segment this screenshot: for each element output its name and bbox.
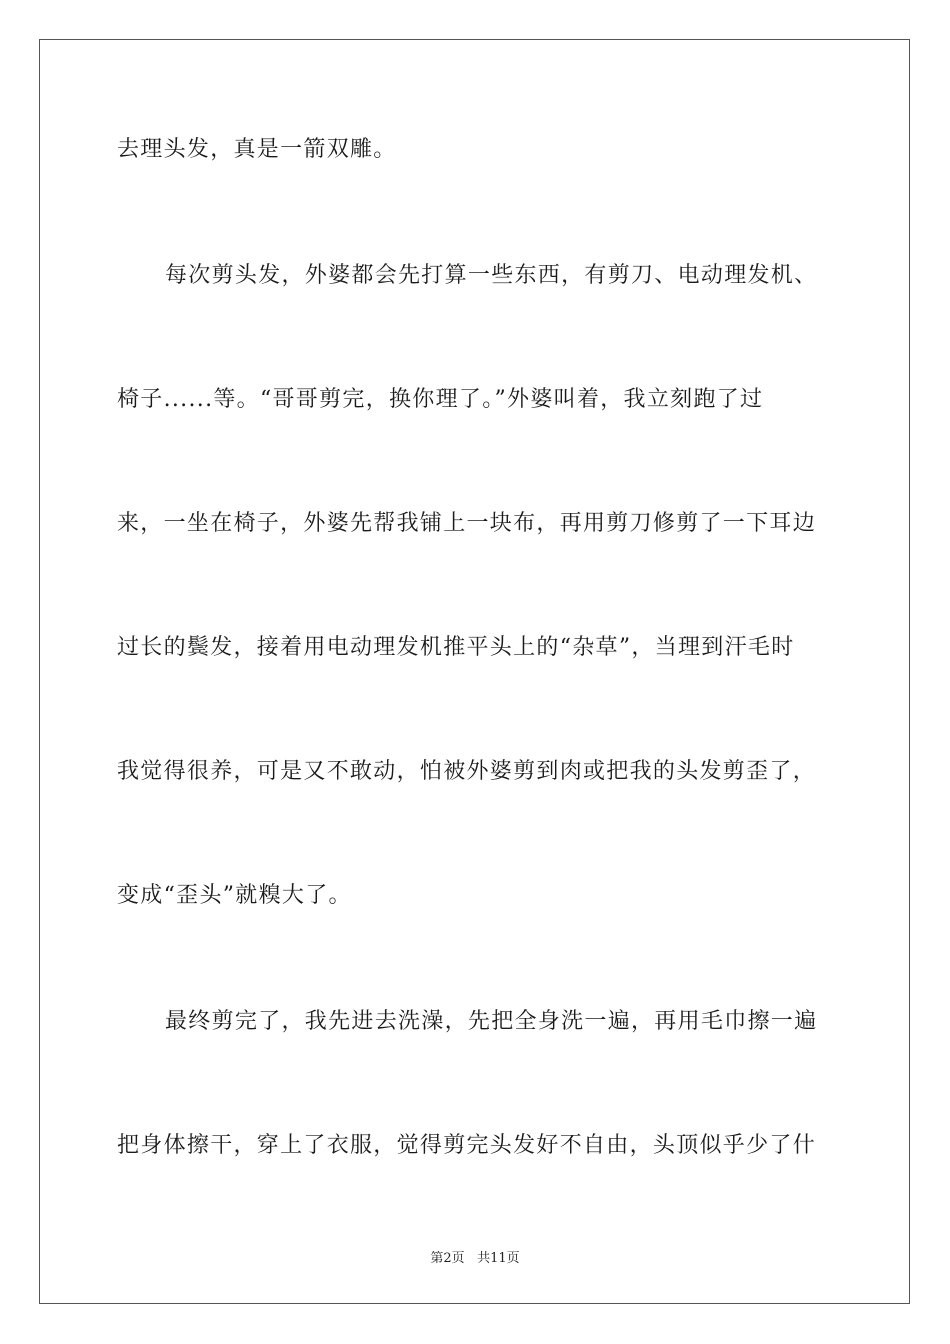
text-line: 去理头发，真是一箭双雕。 <box>117 137 397 162</box>
text-line: 过长的鬓发，接着用电动理发机推平头上的“杂草”，当理到汗毛时 <box>117 635 795 660</box>
page-footer <box>0 1247 950 1266</box>
text-line: 每次剪头发，外婆都会先打算一些东西，有剪刀、电动理发机、 <box>165 263 818 288</box>
text-line: 椅子......等。“哥哥剪完，换你理了。”外婆叫着，我立刻跑了过 <box>117 387 764 412</box>
text-line: 最终剪完了，我先进去洗澡，先把全身洗一遍，再用毛巾擦一遍 <box>165 1009 818 1034</box>
text-line: 我觉得很养，可是又不敢动，怕被外婆剪到肉或把我的头发剪歪了， <box>117 759 817 784</box>
page-total: 共11页 <box>477 1251 520 1266</box>
text-line: 变成“歪头”就糗大了。 <box>117 883 352 908</box>
page-number: 第2页 <box>430 1251 465 1266</box>
text-line: 把身体擦干，穿上了衣服，觉得剪完头发好不自由，头顶似乎少了什 <box>117 1133 817 1158</box>
text-line: 来，一坐在椅子，外婆先帮我铺上一块布，再用剪刀修剪了一下耳边 <box>117 511 817 536</box>
page-frame <box>39 39 910 1304</box>
